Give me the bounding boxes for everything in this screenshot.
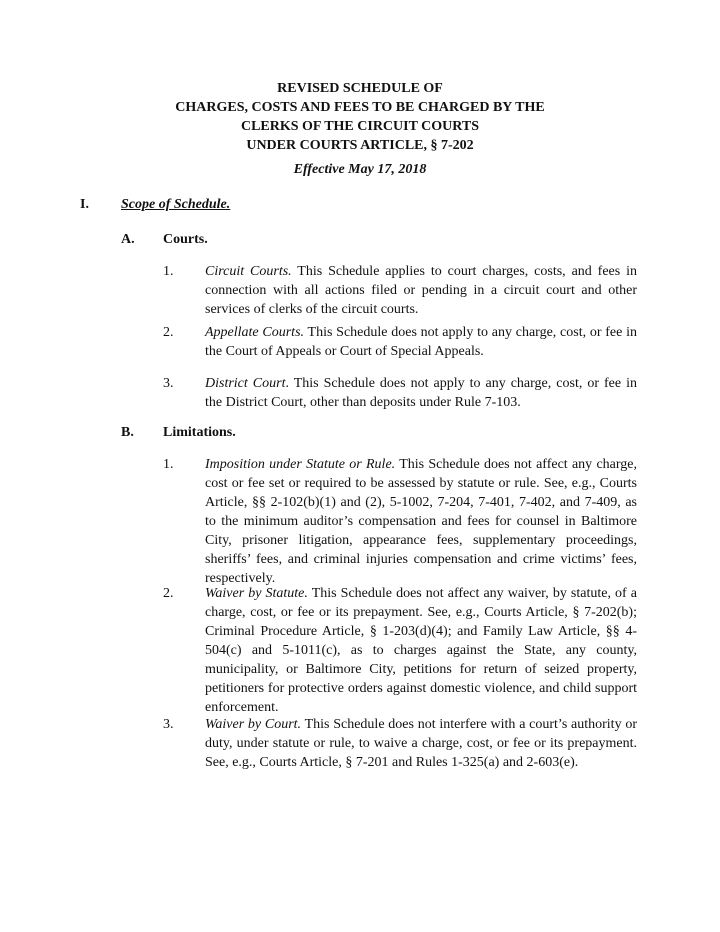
list-item [205, 715, 637, 772]
item-lead: Waiver by Statute. [205, 586, 308, 601]
effective-date: Effective May 17, 2018 [293, 162, 427, 177]
section-number: I. [80, 197, 89, 212]
title-line: REVISED SCHEDULE OF [277, 81, 443, 96]
item-text: This Schedule does not interfere with a court’s authority or duty, under statute or rule, to waive a charge, cost, or fee or its prepayment. See, e.g., Courts Article, § 7-201 and Rules 1-325(a) and 2-603(e). [205, 717, 637, 770]
item-lead: Waiver by Court. [205, 717, 302, 732]
item-text: . This Schedule does not apply to any charge, cost, or fee in the District Court, other than deposits under Rule 7-103. [205, 376, 637, 410]
item-text: This Schedule does not apply to any charge, cost, or fee in the Court of Appeals or Court of Special Appeals. [205, 325, 637, 359]
title-line: CHARGES, COSTS AND FEES TO BE CHARGED BY THE [175, 100, 545, 115]
list-item [205, 374, 637, 412]
item-lead: District Court [205, 376, 286, 391]
list-item [205, 455, 637, 588]
item-lead: Appellate Courts. [205, 325, 305, 340]
section-title: Scope of Schedule. [121, 197, 231, 212]
item-lead: Imposition under Statute or Rule. [205, 457, 396, 472]
subsection-title: Courts. [163, 232, 208, 247]
list-item [205, 584, 637, 717]
list-item [205, 262, 637, 319]
item-number: 2. [163, 586, 174, 601]
item-lead: Circuit Courts. [205, 264, 292, 279]
item-number: 1. [163, 457, 174, 472]
item-number: 1. [163, 264, 174, 279]
subsection-letter: A. [121, 232, 135, 247]
subsection-letter: B. [121, 425, 134, 440]
item-text: This Schedule does not affect any waiver, by statute, of a charge, cost, or fee or its prepayment. See, e.g., Courts Article, § 7-202(b); Criminal Procedure Article, § 1-203(d)(4); and Family Law Article, §§ 4-504(c) and 5-1011(c), as to charges against the State, any county, municipality, or Baltimore City, petitions for return of seized property, petitioners for protective orders against domestic violence, and child support enforcement. [205, 586, 637, 715]
item-text: This Schedule does not affect any charge, cost or fee set or required to be assessed by statute or rule. See, e.g., Courts Article, §§ 2-102(b)(1) and (2), 5-1002, 7-204, 7-401, 7-402, and 7-409, as to the minimum auditor’s compensation and fees for counsel in Baltimore City, prisoner litigation, appearance fees, supplementary proceedings, sheriffs’ fees, and criminal injuries compensation and crime victims’ fees, respectively. [205, 457, 638, 586]
item-number: 3. [163, 717, 174, 732]
document-title [0, 79, 720, 155]
item-number: 3. [163, 376, 174, 391]
title-line: UNDER COURTS ARTICLE, § 7-202 [246, 138, 474, 153]
list-item [205, 323, 637, 361]
subsection-title: Limitations. [163, 425, 236, 440]
item-text: This Schedule applies to court charges, costs, and fees in connection with all actions filed or pending in a circuit court and other services of clerks of the circuit courts. [205, 264, 637, 317]
title-line: CLERKS OF THE CIRCUIT COURTS [240, 119, 480, 134]
item-number: 2. [163, 325, 174, 340]
